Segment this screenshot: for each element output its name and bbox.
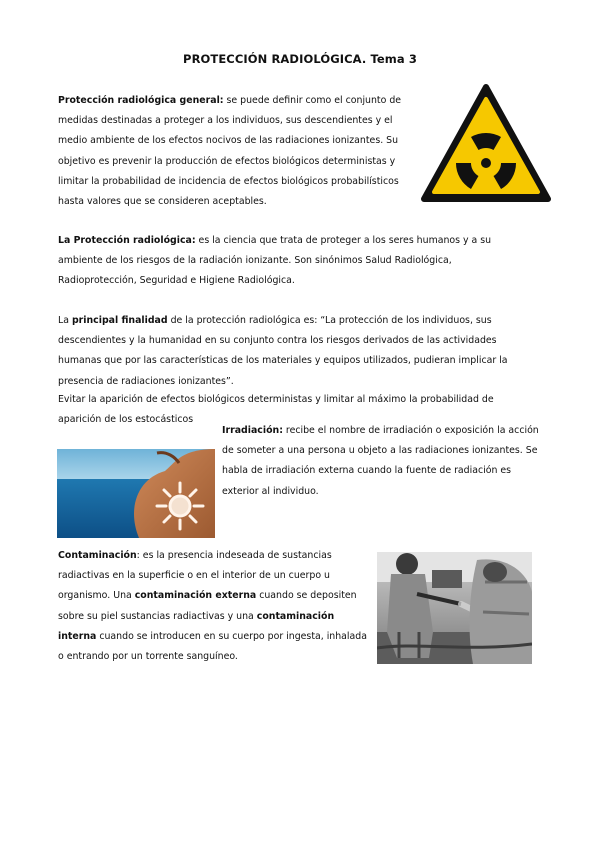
decontamination-worker-photo [377, 552, 532, 664]
text-contamination-3: cuando se introducen en su cuerpo por ingesta, inhalada o entrando por un torrente sanguíneo. [58, 630, 367, 663]
sun-shoulder-photo [57, 449, 215, 538]
text-contamination-2: cuando se depositen sobre su piel sustancias radiactivas y una [58, 590, 357, 622]
text-general-protection: se puede definir como el conjunto de medidas destinadas a proteger a los individuos, sus descendientes y el medio ambiente de los efectos nocivos de las radiaciones ionizantes. Su objetivo es prevenir la producción de efectos biológicos deterministas y limitar la probabilidad de incidencia de efectos biológicos probabilísticos hasta valores que se consideren aceptables. [58, 95, 402, 208]
term-contamination: Contaminación [58, 550, 137, 561]
radiation-hazard-icon [420, 83, 552, 205]
paragraph-general-protection [58, 91, 408, 212]
term-general-protection: Protección radiológica general: [58, 95, 224, 106]
paragraph-irradiation [222, 421, 540, 502]
text-objective: Evitar la aparición de efectos biológicos deterministas y limitar al máximo la probabilidad de aparición de los estocásticos [58, 394, 494, 426]
paragraph-main-purpose [58, 311, 528, 392]
text-irradiation: recibe el nombre de irradiación o exposición la acción de someter a una persona u objeto a las radiaciones ionizantes. Se habla de irradiación externa cuando la fuente de radiación es exterior al individuo. [222, 425, 539, 497]
term-radiological-protection: La Protección radiológica: [58, 235, 196, 246]
text-main-purpose: de la protección radiológica es: “La protección de los individuos, sus descendientes y la humanidad en su conjunto contra los riesgos derivados de las actividades humanas que por las características de los materiales y equipos utilizados, pudieran implicar la presencia de radiaciones ionizantes”. [58, 315, 508, 387]
paragraph-radiological-protection [58, 231, 528, 292]
page-title: PROTECCIÓN RADIOLÓGICA. Tema 3 [183, 52, 417, 66]
term-external-contamination: contaminación externa [134, 590, 257, 602]
term-irradiation: Irradiación: [222, 425, 283, 436]
text-contamination-1: : es la presencia indeseada de sustancias radiactivas en la superficie o en el interior de un cuerpo u organismo. Una [58, 550, 332, 602]
text-main-purpose-pre: La [58, 315, 72, 326]
term-internal-contamination: contaminación interna [58, 610, 335, 642]
text-radiological-protection: es la ciencia que trata de proteger a los seres humanos y a su ambiente de los riesgos de la radiación ionizante. Son sinónimos Salud Radiológica, Radioprotección, Seguridad e Higiene Radiológica. [58, 235, 492, 287]
paragraph-contamination [58, 546, 373, 667]
term-main-purpose: principal finalidad [71, 315, 168, 326]
